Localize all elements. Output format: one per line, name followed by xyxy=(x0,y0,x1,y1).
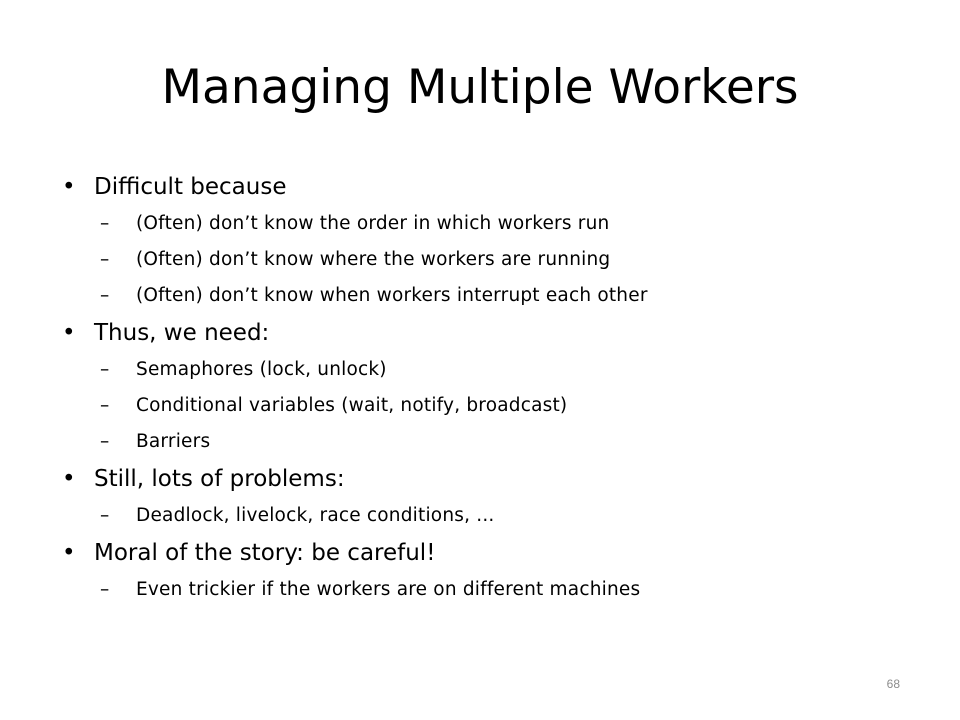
sub-bullet-item xyxy=(62,242,922,278)
dash-icon: – xyxy=(100,213,110,234)
sub-bullet-item xyxy=(62,206,922,242)
sub-bullet-item xyxy=(62,424,922,460)
dash-icon: – xyxy=(100,249,110,270)
bullet-icon: • xyxy=(62,466,76,492)
sub-bullet-text: Conditional variables (wait, notify, broadcast) xyxy=(136,395,568,416)
bullet-item xyxy=(62,168,922,206)
bullet-list xyxy=(62,168,922,608)
bullet-item xyxy=(62,460,922,498)
sub-bullet-item xyxy=(62,388,922,424)
sub-bullet-text: Deadlock, livelock, race conditions, ... xyxy=(136,505,495,526)
sub-bullet-text: (Often) don’t know where the workers are running xyxy=(136,249,611,270)
sub-bullet-text: (Often) don’t know when workers interrupt each other xyxy=(136,285,648,306)
sub-bullet-item xyxy=(62,498,922,534)
dash-icon: – xyxy=(100,285,110,306)
bullet-text: Still, lots of problems: xyxy=(94,466,345,492)
sub-bullet-item xyxy=(62,572,922,608)
dash-icon: – xyxy=(100,431,110,452)
page-number: 68 xyxy=(886,677,900,691)
sub-bullet-item xyxy=(62,352,922,388)
bullet-icon: • xyxy=(62,540,76,566)
sub-bullet-text: Semaphores (lock, unlock) xyxy=(136,359,387,380)
sub-bullet-text: Barriers xyxy=(136,431,211,452)
sub-bullet-text: Even trickier if the workers are on different machines xyxy=(136,579,641,600)
bullet-item xyxy=(62,534,922,572)
bullet-text: Moral of the story: be careful! xyxy=(94,540,436,566)
bullet-text: Difficult because xyxy=(94,174,287,200)
slide-title: Managing Multiple Workers xyxy=(161,60,799,115)
dash-icon: – xyxy=(100,395,110,416)
bullet-icon: • xyxy=(62,320,76,346)
sub-bullet-text: (Often) don’t know the order in which workers run xyxy=(136,213,610,234)
dash-icon: – xyxy=(100,505,110,526)
bullet-text: Thus, we need: xyxy=(94,320,270,346)
dash-icon: – xyxy=(100,359,110,380)
dash-icon: – xyxy=(100,579,110,600)
bullet-icon: • xyxy=(62,174,76,200)
sub-bullet-item xyxy=(62,278,922,314)
bullet-item xyxy=(62,314,922,352)
